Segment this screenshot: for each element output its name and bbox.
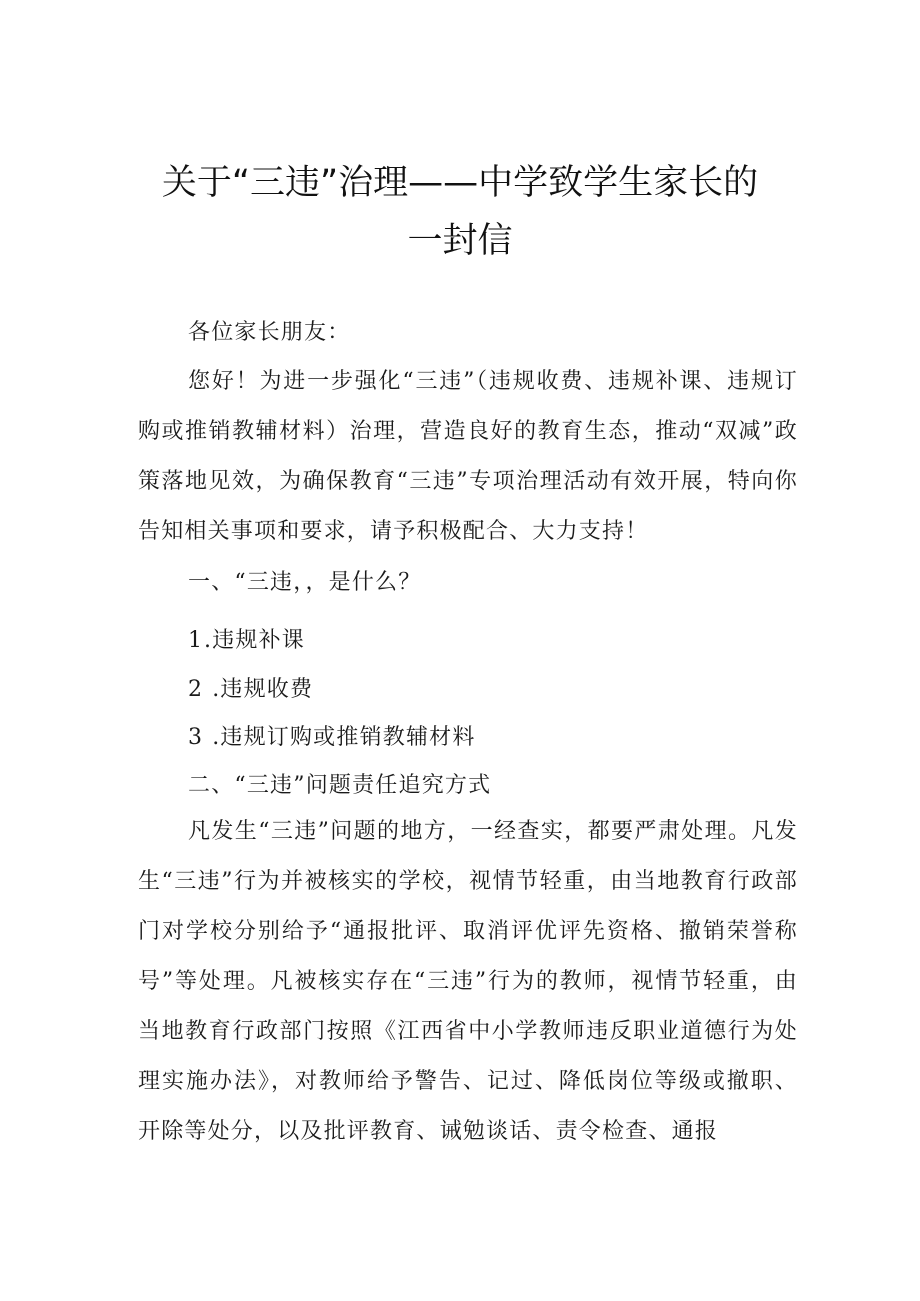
list-item-1-number: 1	[188, 628, 202, 653]
document-title-line-2: 一封信	[407, 221, 513, 261]
list-item-2-text: .违规收费	[204, 677, 314, 702]
list-item-2	[188, 675, 313, 705]
document-title-line-1: 关于“三违”治理——中学致学生家长的	[161, 163, 759, 203]
list-item-1	[188, 626, 305, 656]
intro-paragraph: 您好！为进一步强化“三违”（违规收费、违规补课、违规订购或推销教辅材料）治理，营造良好的教育生态，推动“双减”政策落地见效，为确保教育“三违”专项治理活动有效开展，特向你告知相关事项和要求，请予积极配合、大力支持！	[138, 369, 798, 544]
list-item-3	[188, 723, 476, 753]
salutation: 各位家长朋友：	[188, 320, 351, 345]
section-2-heading: 二、“三违”问题责任追究方式	[188, 773, 492, 798]
list-item-3-number: 3	[188, 725, 202, 750]
section-1-heading: 一、“三违，，是什么？	[188, 570, 422, 595]
list-item-3-text: .违规订购或推销教辅材料	[204, 725, 476, 750]
list-item-2-number: 2	[188, 677, 202, 702]
list-item-1-text: .违规补课	[204, 628, 305, 653]
section-2-body: 凡发生“三违”问题的地方，一经查实，都要严肃处理。凡发生“三违”行为并被核实的学校，视情节轻重，由当地教育行政部门对学校分别给予“通报批评、取消评优评先资格、撤销荣誉称号”等处理。凡被核实存在“三违”行为的教师，视情节轻重，由当地教育行政部门按照《江西省中小学教师违反职业道德行为处理实施办法》，对教师给予警告、记过、降低岗位等级或撤职、开除等处分，以及批评教育、诫勉谈话、责令检查、通报	[138, 819, 798, 1144]
